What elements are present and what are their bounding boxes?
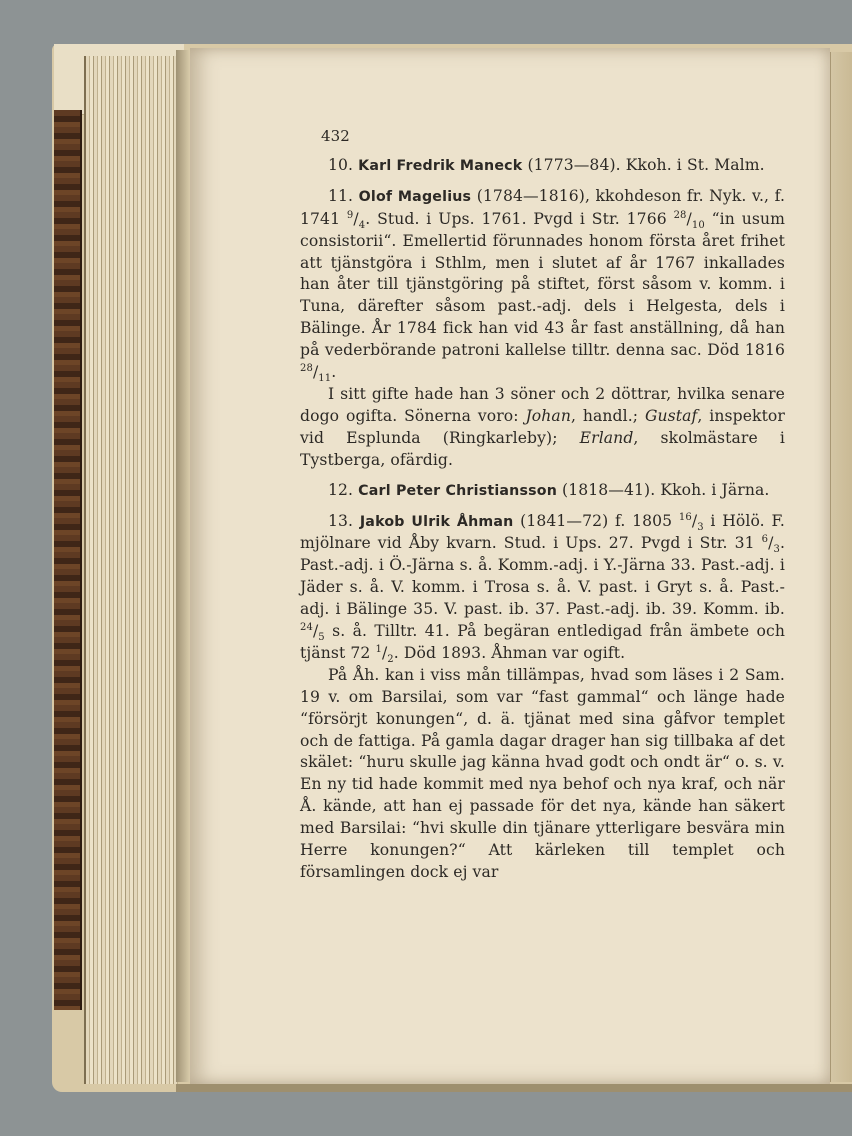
date-fraction-num: 16 xyxy=(678,511,692,523)
entry-text: (1773—84). Kkoh. i St. Malm. xyxy=(522,155,765,174)
entry-text: (1784—1816), kkohdeson fr. Nyk. v., f. 1741 xyxy=(300,186,785,228)
entry-name: Karl Fredrik Maneck xyxy=(358,157,523,174)
entry-11: 11. Olof Magelius (1784—1816), kkohdeson fr. Nyk. v., f. 1741 $^9/_4$. Stud. i Ups. 1761. Pvgd i Str. 1766 $^{28}/_{10}$ “in usum consistorii“. Emellertid förunnades honom första året frihet att tjänstgöra i Sthlm, men i slutet af år 1767 inkallades han åter till tjänstgöring på stiftet, först såsom v. komm. i Tuna, därefter såsom past.-adj. dels i Helgesta, dels i Bälinge. År 1784 fick han vid 43 år fast anställning, då han på vederbörande patroni kallelse tilltr. denna sac. Död 1816 $^{28}/_{11}$. xyxy=(300,186,785,385)
entry-name: Carl Peter Christiansson xyxy=(358,482,557,499)
page-number: 432 xyxy=(321,127,350,145)
entry-text: (1841—72) f. 1805 xyxy=(513,511,679,530)
entry-text: . Död 1893. Åhman var ogift. xyxy=(393,643,626,662)
entry-name: Jakob Ulrik Åhman xyxy=(359,513,514,530)
entry-text: . Stud. i Ups. 1761. Pvgd i Str. 1766 xyxy=(365,209,674,228)
entry-text: (1818—41). Kkoh. i Järna. xyxy=(557,480,770,499)
entry-text: , handl.; xyxy=(570,406,645,425)
entry-number: 13. xyxy=(328,511,354,530)
stacked-page-edges xyxy=(84,56,178,1084)
entry-name: Olof Magelius xyxy=(358,188,472,205)
date-fraction-den: 4 xyxy=(358,219,366,231)
date-fraction-num: 6 xyxy=(761,534,769,546)
date-fraction-den: 5 xyxy=(318,632,325,644)
date-fraction-num: 24 xyxy=(300,621,313,633)
date-fraction-num: 28 xyxy=(673,209,687,221)
entry-text: . Past.-adj. i Ö.-Järna s. å. Komm.-adj. i Y.-Järna 33. Past.-adj. i Jäder s. å. V. komm. i Trosa s. å. V. past. i Gryt s. å. Past.-adj. i Bälinge 35. V. past. ib. 37. Past.-adj. ib. 39. Komm. ib. xyxy=(300,534,785,619)
bottom-page-edges xyxy=(176,1084,852,1092)
entry-11-children xyxy=(300,384,785,472)
entry-text: s. å. Tilltr. 41. På begäran entledigad från ämbete och tjänst 72 xyxy=(300,622,785,662)
page-gutter xyxy=(176,50,190,1082)
date-fraction-num: 9 xyxy=(346,209,354,221)
entry-13-commentary: På Åh. kan i viss mån tillämpas, hvad som läses i 2 Sam. 19 v. om Barsilai, som var “fast gammal“ och länge hade “försörjt konungen“, d. ä. tjänat med sina gåfvor templet och de fattiga. På gamla dagar drager han sig tillbaka af det skälet: “huru skulle jag känna hvad godt och ondt är“ o. s. v. En ny tid hade kommit med nya behof och nya kraf, och när Å. kände, att han ej passade för det nya, kände han säkert med Barsilai: “hvi skulle din tjänare ytterligare besvära min Herre konungen?“ Att kärleken till templet och församlingen dock ej var xyxy=(300,665,785,881)
entry-10 xyxy=(300,155,785,178)
entry-text: , skolmästare i Tystberga, ofärdig. xyxy=(300,428,785,469)
date-fraction-den: 2 xyxy=(387,654,394,666)
marbled-cover-edge xyxy=(54,110,82,1010)
date-fraction-num: 1 xyxy=(375,643,382,655)
entry-text: I sitt gifte hade han 3 söner och 2 döttrar, hvilka senare dogo ogifta. Sönerna voro: xyxy=(300,384,785,425)
son-name: Erland xyxy=(579,428,634,447)
right-page-edges xyxy=(830,52,852,1082)
entry-text: . xyxy=(331,363,337,382)
date-fraction-num: 28 xyxy=(300,362,313,374)
entry-text: “in usum consistorii“. Emellertid förunnades honom första året frihet att tjänstgöra i Sthlm, men i slutet af år 1767 inkallades han åter till tjänstgöring på stiftet, först såsom v. komm. i Tuna, därefter såsom past.-adj. dels i Helgesta, dels i Bälinge. År 1784 fick han vid 43 år fast anställning, då han på vederbörande patroni kallelse tilltr. denna sac. Död 1816 xyxy=(300,209,785,360)
date-fraction-den: 10 xyxy=(691,219,705,231)
son-name: Johan xyxy=(525,406,571,425)
entry-number: 12. xyxy=(328,480,354,499)
date-fraction-den: 3 xyxy=(697,521,704,533)
entry-12 xyxy=(300,480,785,503)
entry-text: , inspektor vid Esplunda (Ringkarleby); xyxy=(300,406,785,447)
entry-13: 13. Jakob Ulrik Åhman (1841—72) f. 1805 $^{16}/_3$ i Hölö. F. mjölnare vid Åby kvarn. Stud. i Ups. 27. Pvgd i Str. 31 $^6/_3$. Past.-adj. i Ö.-Järna s. å. Komm.-adj. i Y.-Järna 33. Past.-adj. i Jäder s. å. V. komm. i Trosa s. å. V. past. i Gryt s. å. Past.-adj. i Bälinge 35. V. past. ib. 37. Past.-adj. ib. 39. Komm. ib. $^{24}/_5$ s. å. Tilltr. 41. På begäran entledigad från ämbete och tjänst 72 $^1/_2$. Död 1893. Åhman var ogift. xyxy=(300,511,785,666)
son-name: Gustaf xyxy=(644,406,698,425)
date-fraction-den: 11 xyxy=(318,373,332,385)
page-text xyxy=(300,126,785,884)
entry-number: 10. xyxy=(328,155,354,174)
date-fraction-den: 3 xyxy=(773,544,780,556)
entry-text: i Hölö. F. mjölnare vid Åby kvarn. Stud. i Ups. 27. Pvgd i Str. 31 xyxy=(300,511,785,553)
entry-number: 11. xyxy=(328,186,354,205)
